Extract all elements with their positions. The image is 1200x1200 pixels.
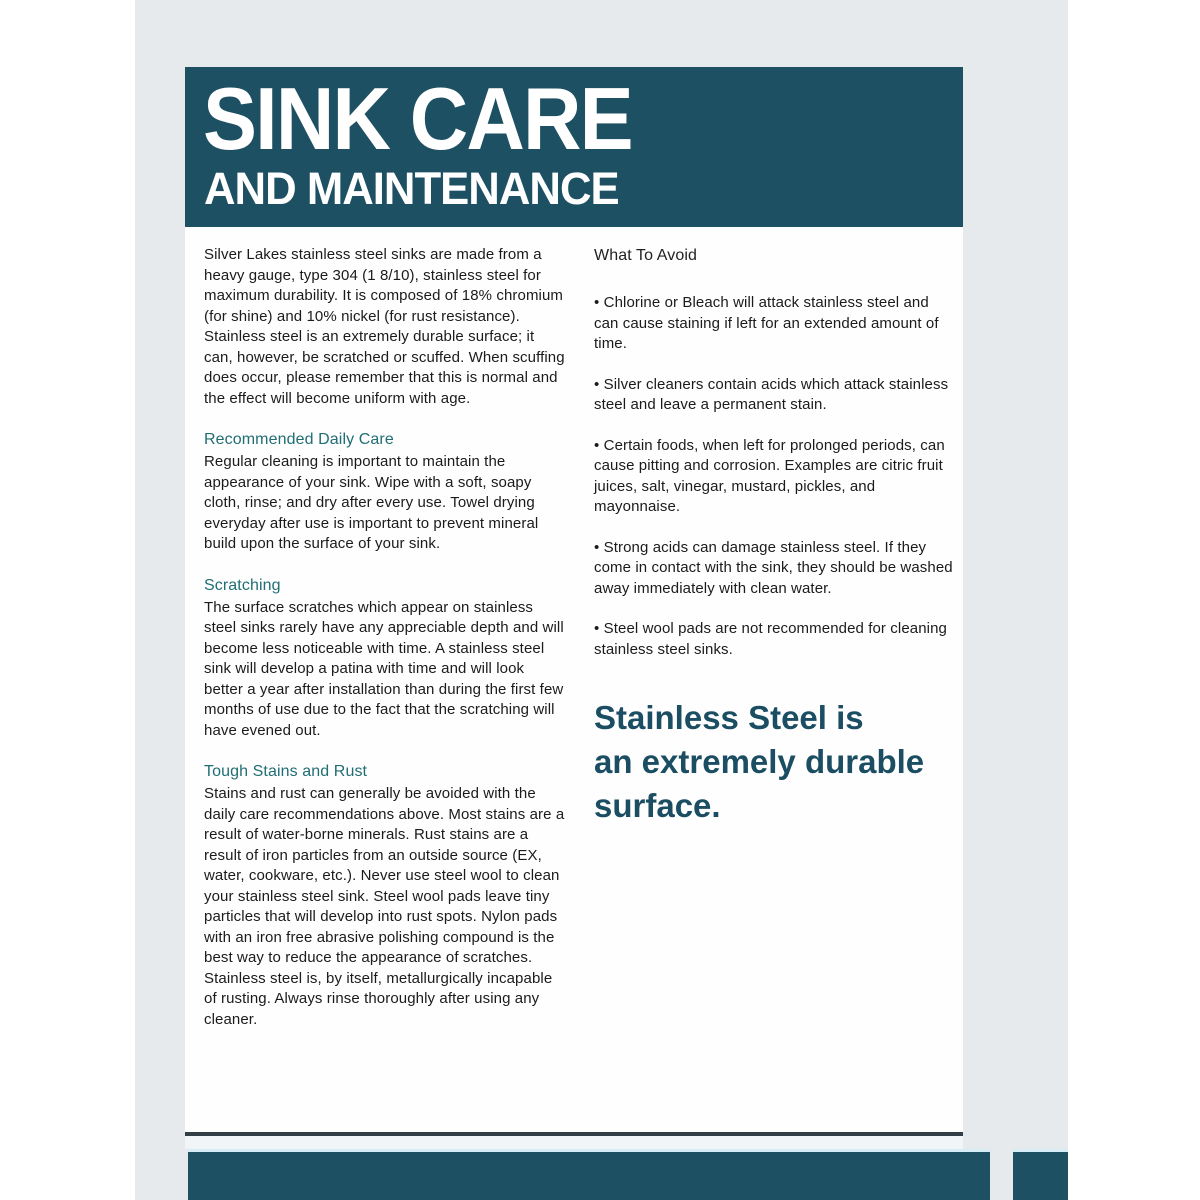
section-body-daily-care: Regular cleaning is important to maintain the appearance of your sink. Wipe with a soft, soapy cloth, rinse; and dry after every use. Towel drying everyday after use is important to prevent mineral build upon the surface of your sink.: [204, 453, 539, 552]
page-title: SINK CARE: [203, 69, 632, 168]
pull-quote-line: surface.: [594, 787, 721, 824]
intro-paragraph: Silver Lakes stainless steel sinks are made from a heavy gauge, type 304 (1 8/10), stainless steel for maximum durability. It is composed of 18% chromium (for shine) and 10% nickel (for rust resistance). Stainless steel is an extremely durable surface; it can, however, be scratched or scuffed. When scuffing does occur, please remember that this is normal and the effect will become uniform with age.: [204, 246, 565, 407]
right-column: [594, 245, 956, 828]
section-body-scratching: The surface scratches which appear on stainless steel sinks rarely have any appreciable depth and will become less noticeable with time. A stainless steel sink will develop a patina with time and will look better a year after installation than during the first few months of use due to the fact that the scratching will have evened out.: [204, 598, 564, 739]
page-subtitle: AND MAINTENANCE: [204, 163, 619, 214]
left-column: [204, 245, 566, 1050]
bullet-icon: •: [594, 620, 600, 637]
bullet-item-chlorine: [594, 293, 956, 355]
section-heading-daily-care: Recommended Daily Care: [204, 431, 394, 448]
care-sheet-page: [185, 67, 963, 1136]
bullet-text: Silver cleaners contain acids which attack stainless steel and leave a permanent stain.: [594, 375, 949, 413]
section-heading-scratching: Scratching: [204, 576, 281, 594]
bullet-text: Steel wool pads are not recommended for cleaning stainless steel sinks.: [594, 620, 947, 658]
page-shadow-band: [185, 1136, 963, 1149]
section-body-tough-stains: Stains and rust can generally be avoided with the daily care recommendations above. Most stains are a result of water-borne minerals. Rust stains are a result of iron particles from an outside source (EX, water, cookware, etc.). Never use steel wool to clean your stainless steel sink. Steel wool pads leave tiny particles that will develop into rust spots. Nylon pads with an iron free abrasive polishing compound is the best way to reduce the appearance of scratches. Stainless steel is, by itself, metallurgically incapable of rusting. Always rinse thoroughly after using any cleaner.: [204, 785, 565, 1028]
bullet-icon: •: [594, 538, 600, 556]
pull-quote-line: Stainless Steel is: [594, 699, 864, 736]
bottom-bar: [188, 1149, 990, 1200]
bullet-icon: •: [594, 436, 600, 454]
bullet-icon: •: [594, 294, 600, 311]
bullet-item-steel-wool: [594, 619, 956, 660]
section-heading-tough-stains: Tough Stains and Rust: [204, 763, 368, 780]
bullet-icon: •: [594, 375, 600, 393]
bullet-item-silver-cleaners: [594, 375, 956, 416]
bottom-bar-accent-block: [1013, 1149, 1068, 1200]
header-banner: [185, 67, 963, 227]
pull-quote: [594, 696, 956, 828]
bullet-item-strong-acids: [594, 538, 956, 600]
bullet-text: Chlorine or Bleach will attack stainless steel and can cause staining if left for an extended amount of time.: [594, 294, 939, 352]
bullet-text: Strong acids can damage stainless steel. If they come in contact with the sink, they should be washed away immediately with clean water.: [594, 538, 953, 597]
bullet-text: Certain foods, when left for prolonged periods, can cause pitting and corrosion. Examples are citric fruit juices, salt, vinegar, mustard, pickles, and mayonnaise.: [594, 436, 945, 515]
pull-quote-line: an extremely durable: [594, 743, 925, 780]
bullet-item-certain-foods: [594, 436, 956, 518]
section-heading-what-to-avoid: What To Avoid: [594, 247, 697, 264]
